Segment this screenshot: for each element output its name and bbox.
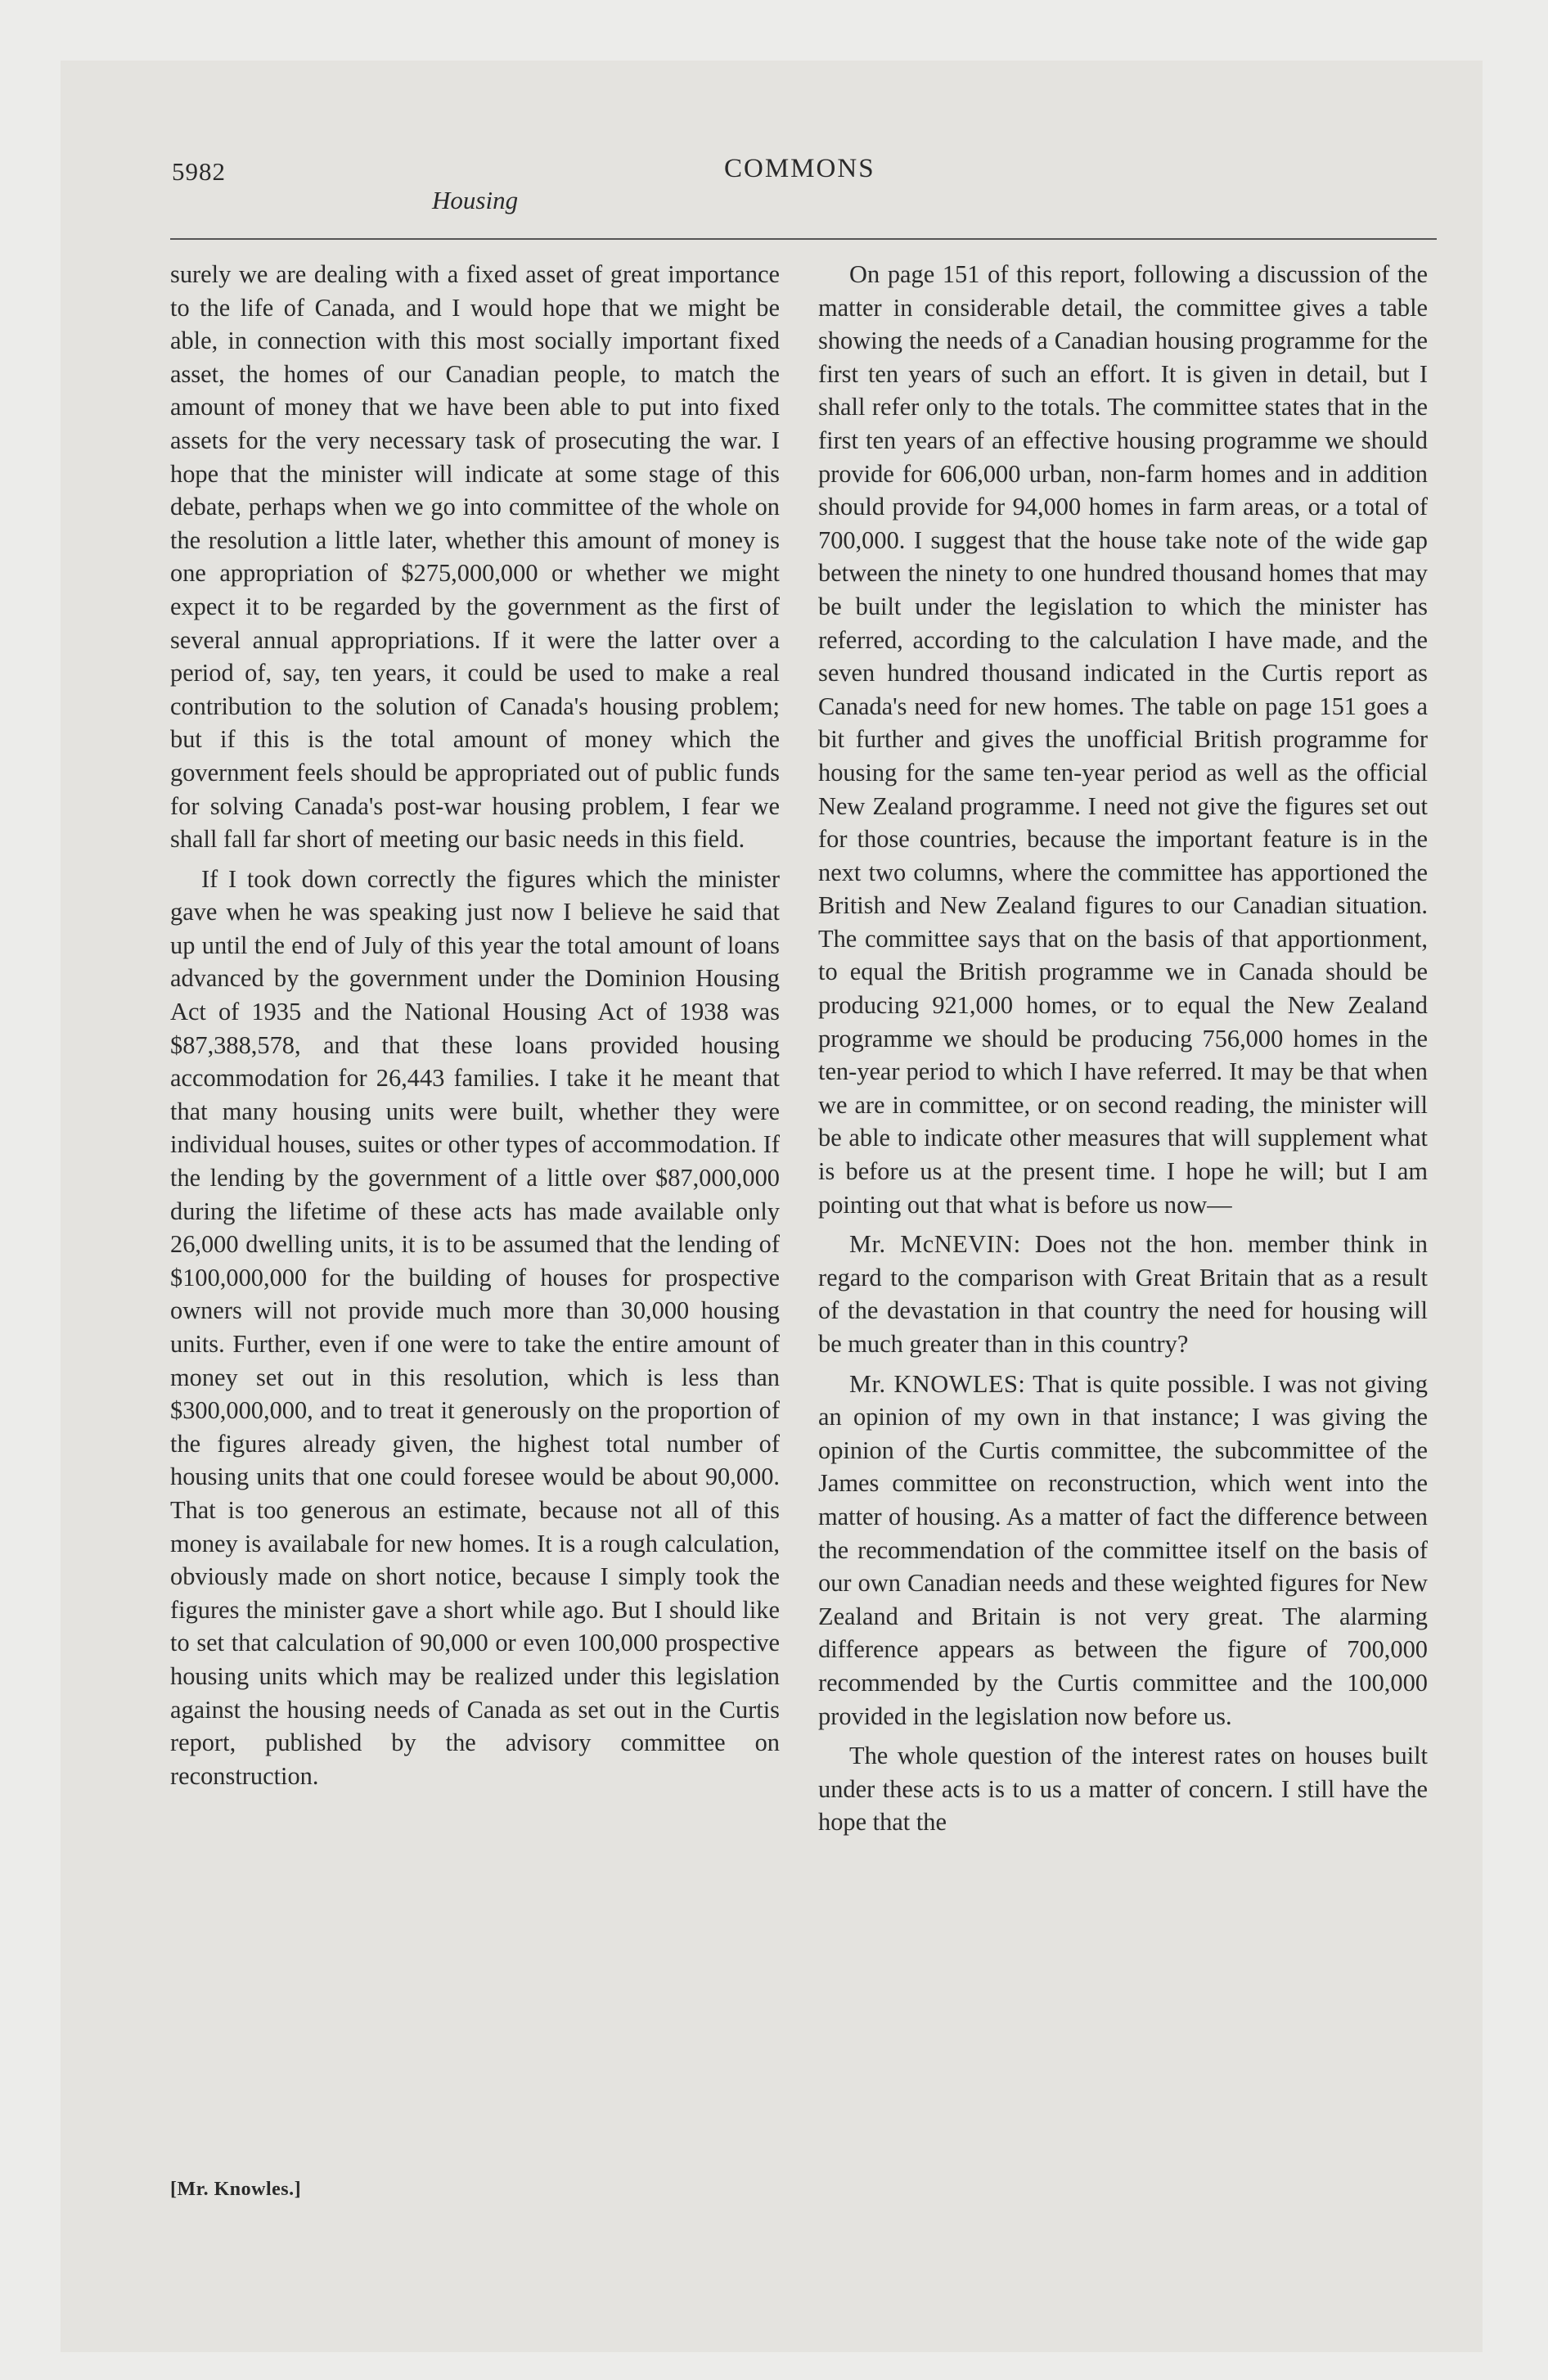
running-topic: Housing [432, 186, 519, 214]
header-rule [170, 238, 1437, 240]
running-head: COMMONS [724, 154, 875, 183]
right-paragraph-4: The whole question of the interest rates on houses built under these acts is to us a matter of concern. I still have the hope that the [818, 1742, 1428, 1837]
left-paragraph-1: surely we are dealing with a fixed asset of great importance to the life of Canada, and I would hope that we might be able, in connection with this most socially important fixed asset, the homes of our Canadian people, to match the amount of money that we have been able to put into fixed assets for the very necessary task of prosecuting the war. I hope that the minister will indicate at some stage of this debate, perhaps when we go into committee of the whole on the resolution a little later, whether this amount of money is one appropriation of $275,000,000 or whether we might expect it to be regarded by the government as the first of several annual appropriations. If it were the latter over a period of, say, ten years, it could be used to make a real contribution to the solution of Canada's housing problem; but if this is the total amount of money which the government feels should be appropriated out of public funds for solving Canada's post-war housing problem, I fear we shall fall far short of meeting our basic needs in this field. [170, 260, 780, 854]
speaker-knowles: Mr. KNOWLES: [849, 1369, 1026, 1398]
right-column [818, 258, 1428, 1839]
right-paragraph-3 [818, 1368, 1428, 1733]
left-column [170, 258, 780, 1792]
speaker-mcnevin: Mr. McNEVIN: [849, 1230, 1021, 1259]
mcnevin-remark: Does not the hon. member think in regard to the comparison with Great Britain that as a result of the devastation in that country the need for housing will be much greater than in this country? [818, 1230, 1428, 1358]
footer-attribution: [Mr. Knowles.] [170, 2179, 302, 2200]
left-paragraph-2: If I took down correctly the figures which the minister gave when he was speaking just now I believe he said that up until the end of July of this year the total amount of loans advanced by the government under the Dominion Housing Act of 1935 and the National Housing Act of 1938 was $87,388,578, and that these loans provided housing accommodation for 26,443 families. I take it he meant that that many housing units were built, whether they were individual houses, suites or other types of accommodation. If the lending by the government of a little over $87,000,000 during the lifetime of these acts has made available only 26,000 dwelling units, it is to be assumed that the lending of $100,000,000 for the building of houses for prospective owners will not provide much more than 30,000 housing units. Further, even if one were to take the entire amount of money set out in this resolution, which is less than $300,000,000, and to treat it generously on the proportion of the figures already given, the highest total number of housing units that one could foresee would be about 90,000. That is too generous an estimate, because not all of this money is availabale for new homes. It is a rough calculation, obviously made on short notice, because I simply took the figures the minister gave a short while ago. But I should like to set that calculation of 90,000 or even 100,000 prospective housing units which may be realized under this legislation against the housing needs of Canada as set out in the Curtis report, published by the advisory committee on reconstruction. [170, 864, 780, 1790]
page-number: 5982 [172, 157, 226, 186]
right-paragraph-2 [818, 1228, 1428, 1360]
knowles-remark: That is quite possible. I was not giving an opinion of my own in that instance; I was giving the opinion of the Curtis committee, the subcommittee of the James committee on reconstruction, which went into the matter of housing. As a matter of fact the difference between the recommendation of the committee itself on the basis of our own Canadian needs and these weighted figures for New Zealand and Britain is not very great. The alarming difference appears as between the figure of 700,000 recommended by the Curtis committee and the 100,000 provided in the legislation now before us. [818, 1369, 1428, 1730]
right-paragraph-1: On page 151 of this report, following a discussion of the matter in considerable detail, the committee gives a table showing the needs of a Canadian housing programme for the first ten years of such an effort. It is given in detail, but I shall refer only to the totals. The committee states that in the first ten years of an effective housing programme we should provide for 606,000 urban, non-farm homes and in addition should provide for 94,000 homes in farm areas, or a total of 700,000. I suggest that the house take note of the wide gap between the ninety to one hundred thousand homes that may be built under the legislation to which the minister has referred, according to the calculation I have made, and the seven hundred thousand indicated in the Curtis report as Canada's need for new homes. The table on page 151 goes a bit further and gives the unofficial British programme for housing for the same ten-year period as well as the official New Zealand programme. I need not give the figures set out for those countries, because the important feature is in the next two columns, where the committee has apportioned the British and New Zealand figures to our Canadian situation. The committee says that on the basis of that apportionment, to equal the British programme we in Canada should be producing 921,000 homes, or to equal the New Zealand programme we should be producing 756,000 homes in the ten-year period to which I have referred. It may be that when we are in committee, or on second reading, the minister will be able to indicate other measures that will supplement what is before us at the present time. I hope he will; but I am pointing out that what is before us now— [818, 260, 1428, 1219]
